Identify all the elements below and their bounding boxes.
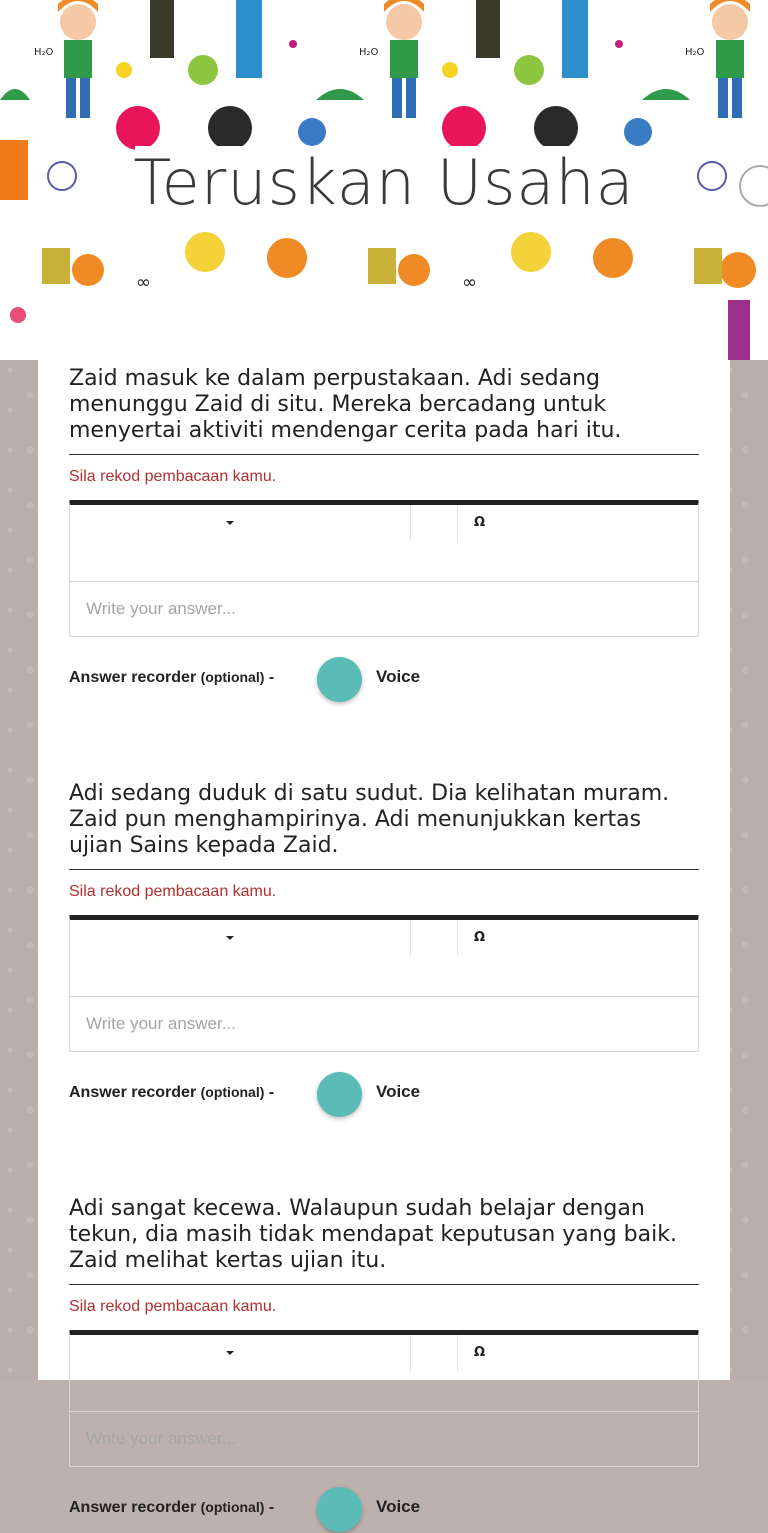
record-button[interactable] bbox=[317, 1487, 362, 1532]
instruction-text: Sila rekod pembacaan kamu. bbox=[69, 1298, 277, 1315]
answer-input[interactable] bbox=[70, 582, 682, 636]
special-character-button[interactable]: Ω bbox=[474, 930, 486, 945]
rich-text-editor bbox=[69, 915, 699, 1052]
svg-text:H₂O: H₂O bbox=[685, 47, 705, 58]
svg-text:H₂O: H₂O bbox=[34, 47, 54, 58]
voice-label: Voice bbox=[376, 1497, 421, 1516]
infinity-icon: ∞ bbox=[462, 272, 477, 293]
recorder-label: Answer recorder (optional) - bbox=[69, 1499, 275, 1516]
question-text: Zaid masuk ke dalam perpustakaan. Adi sedang menunggu Zaid di situ. Mereka bercadang untuk menyertai aktiviti mendengar cerita pada hari itu. bbox=[69, 366, 699, 455]
cartoon-kid-icon bbox=[710, 0, 750, 118]
toolbar-button[interactable] bbox=[411, 505, 458, 541]
cartoon-kid-icon bbox=[58, 0, 98, 118]
editor-toolbar bbox=[70, 505, 698, 582]
answer-input[interactable] bbox=[70, 997, 682, 1051]
answer-area[interactable] bbox=[70, 582, 698, 636]
question-block bbox=[69, 1196, 699, 1533]
page-title: Teruskan Usaha bbox=[133, 146, 635, 219]
answer-input[interactable] bbox=[70, 1412, 682, 1466]
question-block bbox=[69, 781, 699, 1118]
question-text: Adi sangat kecewa. Walaupun sudah belajar dengan tekun, dia masih tidak mendapat keputusan yang baik. Zaid melihat kertas ujian itu. bbox=[69, 1196, 699, 1285]
special-character-button[interactable]: Ω bbox=[474, 515, 486, 530]
voice-label: Voice bbox=[376, 667, 421, 686]
rich-text-editor bbox=[69, 1330, 699, 1467]
format-dropdown[interactable] bbox=[70, 1335, 411, 1371]
header-banner bbox=[0, 0, 768, 360]
recorder-label: Answer recorder (optional) - bbox=[69, 669, 275, 686]
infinity-icon: ∞ bbox=[136, 272, 151, 293]
svg-text:H₂O: H₂O bbox=[359, 47, 379, 58]
answer-recorder bbox=[69, 1072, 699, 1118]
rich-text-editor bbox=[69, 500, 699, 637]
instruction-text: Sila rekod pembacaan kamu. bbox=[69, 468, 277, 485]
record-button[interactable] bbox=[317, 657, 362, 702]
question-block bbox=[69, 366, 699, 703]
instruction-text: Sila rekod pembacaan kamu. bbox=[69, 883, 277, 900]
question-text: Adi sedang duduk di satu sudut. Dia kelihatan muram. Zaid pun menghampirinya. Adi menunjukkan kertas ujian Sains kepada Zaid. bbox=[69, 781, 699, 870]
cartoon-kid-icon bbox=[384, 0, 424, 118]
toolbar-button[interactable] bbox=[411, 920, 458, 956]
cartoon-kid-icon bbox=[72, 232, 756, 360]
caret-down-icon bbox=[226, 521, 234, 525]
editor-toolbar bbox=[70, 920, 698, 997]
format-dropdown[interactable] bbox=[70, 920, 411, 956]
toolbar-button[interactable] bbox=[411, 1335, 458, 1371]
answer-recorder bbox=[69, 657, 699, 703]
format-dropdown[interactable] bbox=[70, 505, 411, 541]
answer-area[interactable] bbox=[70, 1412, 698, 1466]
special-character-button[interactable]: Ω bbox=[474, 1345, 486, 1360]
voice-label: Voice bbox=[376, 1082, 421, 1101]
record-button[interactable] bbox=[317, 1072, 362, 1117]
worksheet-card bbox=[38, 360, 730, 1516]
recorder-label: Answer recorder (optional) - bbox=[69, 1084, 275, 1101]
caret-down-icon bbox=[226, 936, 234, 940]
answer-recorder bbox=[69, 1487, 699, 1533]
answer-area[interactable] bbox=[70, 997, 698, 1051]
editor-toolbar bbox=[70, 1335, 698, 1412]
caret-down-icon bbox=[226, 1351, 234, 1355]
